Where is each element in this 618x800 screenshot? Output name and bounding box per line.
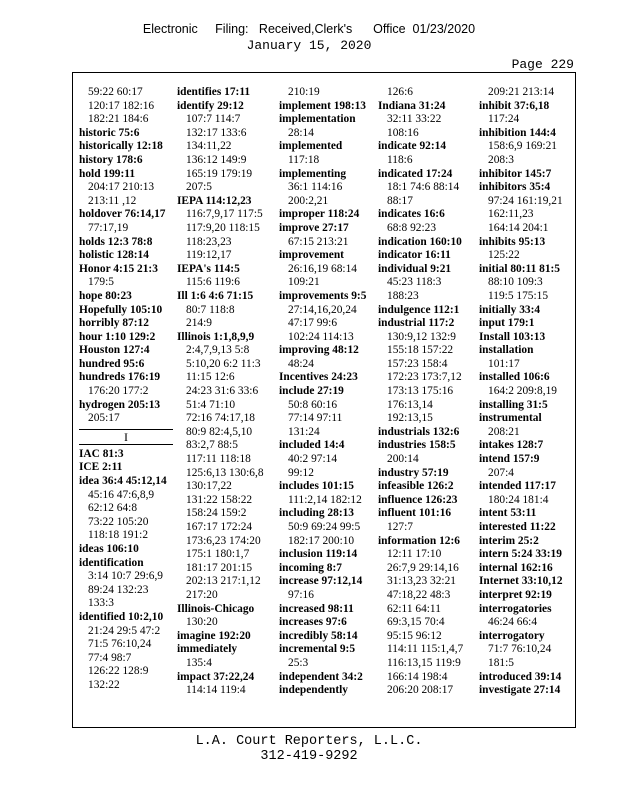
index-entry-continuation: 204:17 210:13 (88, 181, 155, 194)
index-entry-continuation: 207:4 (488, 466, 514, 479)
index-entry-continuation: 173:6,23 174:20 (186, 534, 261, 547)
index-entry-continuation: 28:14 (288, 126, 314, 139)
index-entry-continuation: 26:7,9 29:14,16 (387, 561, 459, 574)
index-entry: indulgence 112:1 (378, 303, 460, 316)
index-entry-continuation: 176:13,14 (387, 398, 433, 411)
index-entry: input 179:1 (479, 317, 535, 330)
index-frame (72, 72, 576, 728)
index-entry-continuation: 130:9,12 132:9 (387, 330, 456, 343)
index-entry: increased 98:11 (279, 602, 354, 615)
index-entry: holdover 76:14,17 (79, 208, 166, 221)
index-entry-continuation: 45:16 47:6,8,9 (88, 488, 155, 501)
index-entry-continuation: 21:24 29:5 47:2 (88, 624, 161, 637)
document-date: January 15, 2020 (246, 38, 372, 53)
index-entry-continuation: 206:20 208:17 (387, 684, 454, 697)
index-entry: infeasible 126:2 (378, 480, 454, 493)
index-entry: hundred 95:6 (79, 357, 145, 370)
index-entry-continuation: 208:21 (488, 425, 520, 438)
index-entry: instrumental (479, 412, 542, 425)
index-entry-continuation: 181:17 201:15 (186, 561, 253, 574)
index-entry: intakes 128:7 (479, 439, 544, 452)
filing-banner: Electronic Filing: Received,Clerk's Office 01/23/2020 (142, 22, 476, 36)
index-entry: independent 34:2 (279, 670, 363, 683)
index-entry: history 178:6 (79, 153, 143, 166)
index-entry: idea 36:4 45:12,14 (79, 475, 167, 488)
index-column-5 (479, 86, 573, 698)
index-entry-continuation: 48:24 (288, 357, 314, 370)
index-entry-continuation: 166:14 198:4 (387, 670, 448, 683)
index-entry-continuation: 50:9 69:24 99:5 (288, 521, 361, 533)
index-entry: historic 75:6 (79, 126, 140, 139)
index-entry-continuation: 119:5 175:15 (488, 289, 549, 302)
index-entry: indicates 16:6 (378, 208, 445, 221)
index-entry-continuation: 176:20 177:2 (88, 385, 149, 398)
index-entry-continuation: 62:12 64:8 (88, 502, 138, 515)
index-entry: including 28:13 (279, 507, 355, 520)
index-entry-continuation: 180:24 181:4 (488, 493, 549, 506)
index-entry: indication 160:10 (378, 235, 462, 248)
index-entry-continuation: 101:17 (488, 357, 520, 370)
index-entry-continuation: 108:16 (387, 126, 419, 139)
index-entry: improper 118:24 (279, 208, 360, 221)
index-entry-continuation: 69:3,15 70:4 (387, 616, 445, 629)
index-entry-continuation: 213:11 ,12 (88, 194, 137, 207)
index-entry-continuation: 32:11 33:22 (387, 113, 442, 126)
index-entry: implemented (279, 140, 343, 153)
index-entry-continuation: 126:22 128:9 (88, 665, 149, 678)
index-entry-continuation: 125:22 (488, 249, 520, 262)
index-entry: industrials 132:6 (378, 425, 460, 438)
index-entry-continuation: 127:7 (387, 521, 413, 533)
index-entry: initially 33:4 (479, 303, 541, 316)
index-entry: indicate 92:14 (378, 140, 447, 153)
index-entry-continuation: 130:20 (186, 616, 218, 629)
index-entry-continuation: 117:24 (488, 113, 520, 126)
index-entry-continuation: 31:13,23 32:21 (387, 575, 456, 588)
index-entry: interrogatory (479, 629, 545, 642)
index-entry: internal 162:16 (479, 561, 553, 574)
index-entry: Hopefully 105:10 (79, 303, 163, 316)
index-entry: Internet 33:10,12 (479, 575, 563, 588)
index-entry-continuation: 217:20 (186, 588, 218, 601)
index-entry-continuation: 77:14 97:11 (288, 412, 343, 425)
index-entry: inhibition 144:4 (479, 126, 556, 139)
index-entry-continuation: 117:18 (288, 153, 320, 166)
index-entry: identify 29:12 (177, 99, 244, 112)
index-entry-continuation: 71:7 76:10,24 (488, 643, 552, 656)
index-entry-continuation: 71:5 76:10,24 (88, 638, 152, 651)
index-entry-continuation: 99:12 (288, 466, 314, 479)
index-entry-continuation: 208:3 (488, 153, 514, 166)
index-section-letter: I (79, 429, 173, 445)
index-entry: impact 37:22,24 (177, 670, 255, 683)
index-entry-continuation: 80:7 118:8 (186, 303, 235, 316)
index-entry-continuation: 155:18 157:22 (387, 344, 454, 357)
index-entry: inhibit 37:6,18 (479, 99, 550, 112)
index-entry: industrial 117:2 (378, 317, 455, 330)
index-entry-continuation: 114:11 115:1,4,7 (387, 643, 464, 656)
index-entry: indicated 17:24 (378, 167, 453, 180)
index-entry-continuation: 132:22 (88, 678, 120, 691)
index-entry-continuation: 59:22 60:17 (88, 86, 143, 98)
index-entry: interim 25:2 (479, 534, 539, 547)
index-entry-continuation: 134:11,22 (186, 140, 232, 153)
footer-company: L.A. Court Reporters, L.L.C. (195, 734, 423, 749)
index-entry: indicator 16:11 (378, 249, 451, 262)
index-entry: incredibly 58:14 (279, 629, 358, 642)
page-number: Page 229 (511, 57, 574, 72)
index-column-4 (378, 86, 472, 698)
index-entry: industries 158:5 (378, 439, 456, 452)
footer-phone: 312-419-9292 (260, 749, 358, 764)
index-entry: ideas 106:10 (79, 543, 139, 555)
index-entry-continuation: 175:1 180:1,7 (186, 548, 250, 561)
index-entry-continuation: 117:9,20 118:15 (186, 221, 260, 234)
index-entry-continuation: 97:24 161:19,21 (488, 194, 563, 207)
index-entry: installed 106:6 (479, 371, 550, 384)
index-entry: Illinois 1:1,8,9,9 (177, 330, 255, 343)
index-entry: influence 126:23 (378, 493, 458, 506)
index-entry-continuation: 118:18 191:2 (88, 529, 149, 542)
index-entry: incoming 8:7 (279, 561, 342, 574)
index-entry: holds 12:3 78:8 (79, 235, 153, 248)
index-entry-continuation: 95:15 96:12 (387, 629, 442, 642)
index-entry: identification (79, 556, 144, 569)
index-column-1 (79, 86, 173, 693)
index-entry: incremental 9:5 (279, 643, 356, 656)
index-entry-continuation: 102:24 114:13 (288, 330, 354, 343)
index-entry: improvement (279, 249, 344, 262)
index-entry-continuation: 172:23 173:7,12 (387, 371, 462, 384)
index-entry-continuation: 83:2,7 88:5 (186, 439, 238, 452)
index-entry: hold 199:11 (79, 167, 136, 180)
index-entry: Indiana 31:24 (378, 99, 446, 112)
index-entry-continuation: 173:13 175:16 (387, 385, 454, 398)
index-entry-continuation: 118:6 (387, 153, 413, 166)
index-entry-continuation: 97:16 (288, 588, 314, 601)
index-entry: influent 101:16 (378, 507, 452, 520)
index-entry: improvements 9:5 (279, 289, 367, 302)
index-entry: intend 157:9 (479, 453, 540, 466)
index-entry-continuation: 114:14 119:4 (186, 684, 246, 697)
index-entry-continuation: 162:11,23 (488, 208, 534, 221)
index-entry: interpret 92:19 (479, 588, 552, 601)
index-entry-continuation: 165:19 179:19 (186, 167, 253, 180)
index-entry-continuation: 209:21 213:14 (488, 86, 555, 98)
index-entry-continuation: 182:21 184:6 (88, 113, 149, 126)
index-entry: installing 31:5 (479, 398, 548, 411)
index-entry: interested 11:22 (479, 521, 556, 533)
index-entry-continuation: 131:24 (288, 425, 320, 438)
index-entry: identified 10:2,10 (79, 610, 164, 623)
index-entry: immediately (177, 643, 238, 656)
index-entry-continuation: 132:17 133:6 (186, 126, 247, 139)
index-entry-continuation: 135:4 (186, 656, 212, 669)
index-entry-continuation: 205:17 (88, 412, 120, 425)
index-entry: holistic 128:14 (79, 249, 149, 262)
index-entry-continuation: 47:17 99:6 (288, 317, 338, 330)
index-entry: hundreds 176:19 (79, 371, 161, 384)
index-entry: implementing (279, 167, 347, 180)
index-entry: intended 117:17 (479, 480, 556, 493)
index-entry-continuation: 133:3 (88, 597, 114, 610)
index-entry: implement 198:13 (279, 99, 366, 112)
index-entry-continuation: 2:4,7,9,13 5:8 (186, 344, 250, 357)
index-entry-continuation: 210:19 (288, 86, 320, 98)
index-entry-continuation: 88:17 (387, 194, 413, 207)
index-entry-continuation: 62:11 64:11 (387, 602, 441, 615)
index-entry-continuation: 12:11 17:10 (387, 548, 442, 561)
index-entry-continuation: 192:13,15 (387, 412, 433, 425)
index-entry-continuation: 157:23 158:4 (387, 357, 448, 370)
index-column-2 (177, 86, 271, 698)
index-entry-continuation: 47:18,22 48:3 (387, 588, 451, 601)
index-entry-continuation: 182:17 200:10 (288, 534, 355, 547)
index-entry: included 14:4 (279, 439, 345, 452)
index-entry-continuation: 117:11 118:18 (186, 453, 251, 466)
index-entry: inclusion 119:14 (279, 548, 358, 561)
index-entry-continuation: 131:22 158:22 (186, 493, 253, 506)
index-entry: intern 5:24 33:19 (479, 548, 562, 561)
index-entry-continuation: 73:22 105:20 (88, 515, 149, 528)
index-entry: interrogatories (479, 602, 552, 615)
index-entry-continuation: 67:15 213:21 (288, 235, 349, 248)
index-entry: historically 12:18 (79, 140, 163, 153)
index-entry-continuation: 45:23 118:3 (387, 276, 442, 289)
index-entry-continuation: 118:23,23 (186, 235, 232, 248)
index-entry: Install 103:13 (479, 330, 546, 343)
index-entry-continuation: 111:2,14 182:12 (288, 493, 362, 506)
index-entry: imagine 192:20 (177, 629, 251, 642)
index-entry-continuation: 68:8 92:23 (387, 221, 437, 234)
index-entry: hope 80:23 (79, 289, 132, 302)
index-entry: horribly 87:12 (79, 317, 149, 330)
index-entry-continuation: 130:17,22 (186, 480, 232, 493)
index-entry-continuation: 109:21 (288, 276, 320, 289)
index-entry-continuation: 188:23 (387, 289, 419, 302)
index-entry-continuation: 214:9 (186, 317, 212, 330)
index-entry-continuation: 51:4 71:10 (186, 398, 236, 411)
index-entry: investigate 27:14 (479, 684, 561, 697)
index-entry-continuation: 120:17 182:16 (88, 99, 155, 112)
index-entry: ICE 2:11 (79, 461, 123, 474)
index-column-3 (279, 86, 373, 698)
index-entry-continuation: 24:23 31:6 33:6 (186, 385, 259, 398)
index-entry: inhibits 95:13 (479, 235, 546, 248)
index-entry-continuation: 207:5 (186, 181, 212, 194)
index-entry-continuation: 181:5 (488, 656, 514, 669)
index-entry-continuation: 26:16,19 68:14 (288, 262, 357, 275)
index-entry: Honor 4:15 21:3 (79, 262, 158, 275)
index-entry-continuation: 164:2 209:8,19 (488, 385, 557, 398)
index-entry-continuation: 200:2,21 (288, 194, 329, 207)
index-entry: includes 101:15 (279, 480, 354, 493)
index-entry-continuation: 25:3 (288, 656, 309, 669)
index-entry-continuation: 77:17,19 (88, 221, 129, 234)
index-entry: inhibitors 35:4 (479, 181, 551, 194)
index-entry-continuation: 167:17 172:24 (186, 521, 253, 533)
index-entry-continuation: 202:13 217:1,12 (186, 575, 261, 588)
index-entry: improving 48:12 (279, 344, 359, 357)
index-entry-continuation: 11:15 12:6 (186, 371, 235, 384)
index-entry: Illinois-Chicago (177, 602, 255, 615)
index-entry-continuation: 89:24 132:23 (88, 583, 149, 596)
index-entry: initial 80:11 81:5 (479, 262, 561, 275)
index-entry-continuation: 80:9 82:4,5,10 (186, 425, 253, 438)
index-entry: include 27:19 (279, 385, 344, 398)
index-entry-continuation: 179:5 (88, 276, 114, 289)
index-entry: implementation (279, 113, 356, 126)
index-entry-continuation: 88:10 109:3 (488, 276, 543, 289)
index-entry-continuation: 158:24 159:2 (186, 507, 247, 520)
index-entry: increases 97:6 (279, 616, 347, 629)
index-entry-continuation: 3:14 10:7 29:6,9 (88, 570, 163, 583)
index-entry-continuation: 5:10,20 6:2 11:3 (186, 357, 261, 370)
index-entry: IEPA 114:12,23 (177, 194, 252, 207)
index-entry-continuation: 164:14 204:1 (488, 221, 549, 234)
index-entry-continuation: 50:8 60:16 (288, 398, 338, 411)
index-entry-continuation: 115:6 119:6 (186, 276, 240, 289)
index-entry-continuation: 158:6,9 169:21 (488, 140, 557, 153)
index-entry-continuation: 18:1 74:6 88:14 (387, 181, 460, 194)
index-entry: identifies 17:11 (177, 86, 251, 98)
index-entry: hour 1:10 129:2 (79, 330, 156, 343)
index-entry: intent 53:11 (479, 507, 537, 520)
index-entry: information 12:6 (378, 534, 460, 547)
index-entry: IAC 81:3 (79, 447, 124, 460)
index-entry-continuation: 125:6,13 130:6,8 (186, 466, 264, 479)
index-entry-continuation: 46:24 66:4 (488, 616, 538, 629)
index-entry-continuation: 116:13,15 119:9 (387, 656, 461, 669)
index-entry: independently (279, 684, 348, 697)
index-entry-continuation: 107:7 114:7 (186, 113, 241, 126)
index-entry: hydrogen 205:13 (79, 398, 161, 411)
index-entry-continuation: 36:1 114:16 (288, 181, 343, 194)
index-entry-continuation: 119:12,17 (186, 249, 232, 262)
index-entry: increase 97:12,14 (279, 575, 363, 588)
index-entry-continuation: 116:7,9,17 117:5 (186, 208, 263, 221)
index-entry: individual 9:21 (378, 262, 452, 275)
index-entry: Houston 127:4 (79, 344, 150, 357)
index-entry-continuation: 136:12 149:9 (186, 153, 247, 166)
index-entry-continuation: 40:2 97:14 (288, 453, 338, 466)
index-entry: introduced 39:14 (479, 670, 562, 683)
index-entry-continuation: 126:6 (387, 86, 413, 98)
index-entry: improve 27:17 (279, 221, 349, 234)
index-entry: inhibitor 145:7 (479, 167, 552, 180)
index-entry: IEPA's 114:5 (177, 262, 240, 275)
index-entry-continuation: 200:14 (387, 453, 419, 466)
index-entry: installation (479, 344, 534, 357)
index-entry: industry 57:19 (378, 466, 449, 479)
index-entry-continuation: 27:14,16,20,24 (288, 303, 357, 316)
index-entry: Ill 1:6 4:6 71:15 (177, 289, 254, 302)
index-entry-continuation: 77:4 98:7 (88, 651, 132, 664)
index-entry-continuation: 72:16 74:17,18 (186, 412, 255, 425)
index-entry: Incentives 24:23 (279, 371, 358, 384)
